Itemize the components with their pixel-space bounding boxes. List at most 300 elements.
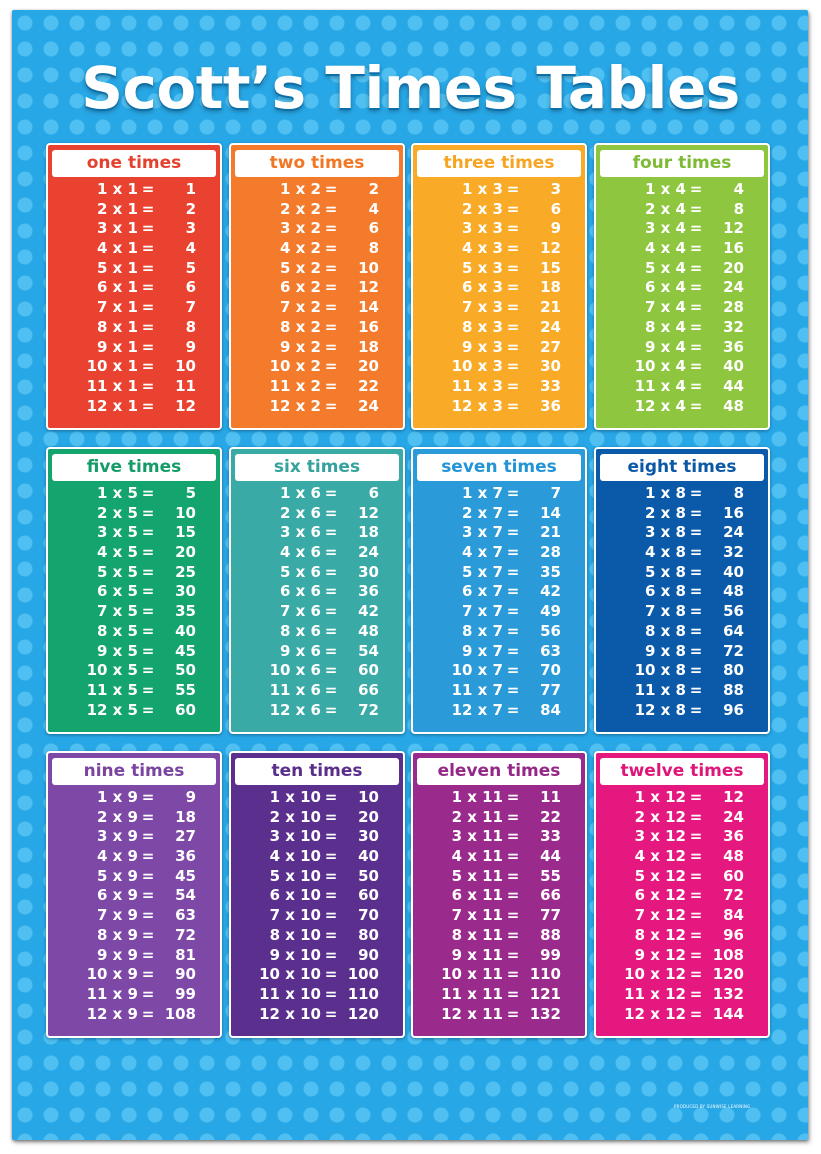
product-value: 88	[540, 925, 561, 944]
multiplication-expression: 5 x 1	[97, 258, 138, 277]
product-value: 2	[368, 180, 379, 198]
table-row	[413, 338, 585, 358]
multiplication-expression: 4 x 1	[97, 239, 138, 258]
table-row	[231, 259, 403, 279]
multiplication-expression: 1 x 10	[269, 788, 321, 806]
multiplication-expression: 6 x 8	[645, 582, 686, 601]
times-table-card	[411, 143, 587, 430]
multiplication-expression: 2 x 1	[97, 199, 138, 218]
table-row	[48, 701, 220, 721]
table-row	[231, 926, 403, 946]
multiplication-expression: 10 x 8	[634, 661, 686, 680]
table-heading: six times	[235, 454, 399, 481]
multiplication-expression: 7 x 4	[645, 298, 686, 317]
equals-sign: =	[324, 621, 338, 640]
table-row	[413, 926, 585, 946]
multiplication-expression: 4 x 9	[97, 847, 138, 866]
table-row	[413, 318, 585, 338]
equals-sign: =	[141, 984, 155, 1003]
product-value: 24	[723, 278, 744, 297]
equals-sign: =	[506, 199, 520, 218]
equals-sign: =	[141, 847, 155, 866]
multiplication-expression: 8 x 2	[280, 317, 321, 336]
product-value: 72	[723, 641, 744, 660]
multiplication-expression: 1 x 4	[645, 180, 686, 198]
multiplication-expression: 8 x 1	[97, 317, 138, 336]
product-value: 55	[175, 680, 196, 699]
table-row	[413, 377, 585, 397]
product-value: 100	[347, 965, 379, 984]
product-value: 18	[358, 337, 379, 356]
multiplication-expression: 2 x 12	[634, 807, 686, 826]
equals-sign: =	[324, 180, 338, 198]
table-row	[413, 906, 585, 926]
table-heading: two times	[235, 150, 399, 177]
multiplication-expression: 7 x 5	[97, 602, 138, 621]
product-value: 15	[175, 523, 196, 542]
table-row	[596, 642, 768, 662]
product-value: 35	[540, 562, 561, 581]
equals-sign: =	[689, 602, 703, 621]
product-value: 36	[723, 827, 744, 846]
multiplication-expression: 12 x 5	[86, 700, 138, 719]
table-row	[231, 582, 403, 602]
equals-sign: =	[141, 680, 155, 699]
multiplication-expression: 3 x 9	[97, 827, 138, 846]
product-value: 6	[185, 278, 196, 297]
table-row	[231, 357, 403, 377]
product-value: 77	[540, 680, 561, 699]
table-heading: five times	[52, 454, 216, 481]
product-value: 14	[540, 503, 561, 522]
table-row	[48, 504, 220, 524]
table-row	[413, 681, 585, 701]
table-row	[596, 622, 768, 642]
times-table-card	[46, 447, 222, 734]
equals-sign: =	[324, 396, 338, 415]
table-row	[48, 808, 220, 828]
multiplication-expression: 4 x 12	[634, 847, 686, 866]
table-row	[413, 622, 585, 642]
equals-sign: =	[689, 906, 703, 925]
multiplication-expression: 2 x 11	[451, 807, 503, 826]
multiplication-expression: 3 x 8	[645, 523, 686, 542]
table-row	[596, 827, 768, 847]
product-value: 66	[358, 680, 379, 699]
table-row	[48, 642, 220, 662]
equals-sign: =	[506, 847, 520, 866]
product-value: 48	[723, 847, 744, 866]
equals-sign: =	[689, 484, 703, 502]
table-row	[231, 504, 403, 524]
equals-sign: =	[506, 258, 520, 277]
equals-sign: =	[689, 1004, 703, 1023]
publisher-credit: PRODUCED BY SUNWISE LEARNING	[674, 1104, 751, 1109]
equals-sign: =	[689, 621, 703, 640]
multiplication-expression: 12 x 1	[86, 396, 138, 415]
multiplication-expression: 10 x 11	[441, 965, 503, 984]
equals-sign: =	[324, 219, 338, 238]
table-row	[48, 338, 220, 358]
table-row	[231, 827, 403, 847]
product-value: 120	[347, 1004, 379, 1023]
product-value: 33	[540, 376, 561, 395]
table-row	[48, 867, 220, 887]
equals-sign: =	[324, 337, 338, 356]
table-row	[596, 906, 768, 926]
product-value: 8	[185, 317, 196, 336]
equals-sign: =	[141, 484, 155, 502]
multiplication-expression: 1 x 5	[97, 484, 138, 502]
equals-sign: =	[689, 199, 703, 218]
multiplication-expression: 3 x 7	[462, 523, 503, 542]
equals-sign: =	[324, 582, 338, 601]
table-row	[48, 906, 220, 926]
equals-sign: =	[689, 680, 703, 699]
multiplication-expression: 8 x 9	[97, 925, 138, 944]
table-row	[48, 278, 220, 298]
product-value: 20	[175, 543, 196, 562]
multiplication-expression: 10 x 3	[451, 357, 503, 376]
equals-sign: =	[324, 866, 338, 885]
equals-sign: =	[324, 298, 338, 317]
table-heading: nine times	[52, 758, 216, 785]
table-row	[413, 543, 585, 563]
table-row	[596, 926, 768, 946]
table-row	[413, 563, 585, 583]
equals-sign: =	[689, 258, 703, 277]
equals-sign: =	[141, 357, 155, 376]
equals-sign: =	[324, 602, 338, 621]
product-value: 22	[358, 376, 379, 395]
product-value: 25	[175, 562, 196, 581]
table-row	[596, 397, 768, 417]
product-value: 30	[540, 357, 561, 376]
times-table-card	[229, 447, 405, 734]
multiplication-expression: 8 x 11	[451, 925, 503, 944]
equals-sign: =	[689, 827, 703, 846]
table-row	[596, 886, 768, 906]
multiplication-expression: 8 x 8	[645, 621, 686, 640]
equals-sign: =	[141, 700, 155, 719]
multiplication-expression: 1 x 9	[97, 788, 138, 806]
multiplication-expression: 2 x 8	[645, 503, 686, 522]
table-row	[596, 504, 768, 524]
table-row	[48, 582, 220, 602]
product-value: 16	[358, 317, 379, 336]
product-value: 18	[175, 807, 196, 826]
equals-sign: =	[324, 199, 338, 218]
multiplication-expression: 5 x 12	[634, 866, 686, 885]
table-row	[48, 602, 220, 622]
equals-sign: =	[506, 278, 520, 297]
product-value: 144	[712, 1004, 744, 1023]
multiplication-expression: 9 x 5	[97, 641, 138, 660]
table-row	[48, 661, 220, 681]
table-rows	[231, 180, 403, 416]
product-value: 9	[550, 219, 561, 238]
table-row	[413, 985, 585, 1005]
multiplication-expression: 4 x 2	[280, 239, 321, 258]
product-value: 32	[723, 317, 744, 336]
multiplication-expression: 9 x 1	[97, 337, 138, 356]
table-row	[596, 180, 768, 200]
equals-sign: =	[141, 298, 155, 317]
product-value: 12	[723, 788, 744, 806]
table-row	[596, 701, 768, 721]
table-row	[231, 298, 403, 318]
table-row	[48, 239, 220, 259]
product-value: 18	[540, 278, 561, 297]
product-value: 22	[540, 807, 561, 826]
poster-title: Scott’s Times Tables	[81, 54, 740, 122]
product-value: 28	[540, 543, 561, 562]
multiplication-expression: 5 x 3	[462, 258, 503, 277]
table-row	[413, 808, 585, 828]
table-row	[231, 318, 403, 338]
product-value: 30	[358, 827, 379, 846]
equals-sign: =	[141, 827, 155, 846]
table-row	[231, 523, 403, 543]
multiplication-expression: 11 x 3	[451, 376, 503, 395]
equals-sign: =	[324, 278, 338, 297]
multiplication-expression: 10 x 5	[86, 661, 138, 680]
equals-sign: =	[689, 317, 703, 336]
table-row	[596, 219, 768, 239]
equals-sign: =	[689, 886, 703, 905]
table-rows	[231, 484, 403, 720]
table-row	[596, 563, 768, 583]
product-value: 110	[347, 984, 379, 1003]
table-row	[48, 886, 220, 906]
equals-sign: =	[689, 337, 703, 356]
product-value: 16	[723, 503, 744, 522]
multiplication-expression: 9 x 12	[634, 945, 686, 964]
product-value: 36	[175, 847, 196, 866]
equals-sign: =	[141, 523, 155, 542]
product-value: 11	[175, 376, 196, 395]
multiplication-expression: 5 x 2	[280, 258, 321, 277]
table-row	[48, 523, 220, 543]
multiplication-expression: 2 x 5	[97, 503, 138, 522]
multiplication-expression: 10 x 7	[451, 661, 503, 680]
product-value: 36	[723, 337, 744, 356]
equals-sign: =	[689, 807, 703, 826]
table-row	[48, 259, 220, 279]
product-value: 21	[540, 523, 561, 542]
table-row	[231, 563, 403, 583]
table-heading: ten times	[235, 758, 399, 785]
multiplication-expression: 12 x 4	[634, 396, 686, 415]
product-value: 6	[550, 199, 561, 218]
multiplication-expression: 3 x 10	[269, 827, 321, 846]
times-table-card	[46, 143, 222, 430]
multiplication-expression: 9 x 8	[645, 641, 686, 660]
equals-sign: =	[141, 199, 155, 218]
table-row	[413, 886, 585, 906]
table-row	[596, 357, 768, 377]
multiplication-expression: 4 x 4	[645, 239, 686, 258]
product-value: 30	[175, 582, 196, 601]
product-value: 132	[712, 984, 744, 1003]
multiplication-expression: 9 x 11	[451, 945, 503, 964]
multiplication-expression: 7 x 11	[451, 906, 503, 925]
multiplication-expression: 6 x 12	[634, 886, 686, 905]
product-value: 30	[358, 562, 379, 581]
multiplication-expression: 12 x 6	[269, 700, 321, 719]
table-row	[48, 200, 220, 220]
multiplication-expression: 11 x 10	[259, 984, 321, 1003]
equals-sign: =	[324, 788, 338, 806]
product-value: 10	[175, 503, 196, 522]
table-row	[413, 278, 585, 298]
table-heading: eight times	[600, 454, 764, 481]
product-value: 80	[723, 661, 744, 680]
product-value: 40	[358, 847, 379, 866]
equals-sign: =	[324, 807, 338, 826]
product-value: 27	[540, 337, 561, 356]
equals-sign: =	[506, 788, 520, 806]
table-row	[413, 701, 585, 721]
table-row	[48, 484, 220, 504]
product-value: 70	[358, 906, 379, 925]
times-table-card	[411, 447, 587, 734]
product-value: 12	[723, 219, 744, 238]
table-row	[413, 357, 585, 377]
table-heading: twelve times	[600, 758, 764, 785]
equals-sign: =	[689, 543, 703, 562]
product-value: 60	[175, 700, 196, 719]
equals-sign: =	[506, 484, 520, 502]
product-value: 70	[540, 661, 561, 680]
product-value: 12	[358, 503, 379, 522]
product-value: 121	[529, 984, 561, 1003]
equals-sign: =	[324, 945, 338, 964]
equals-sign: =	[506, 886, 520, 905]
multiplication-expression: 8 x 12	[634, 925, 686, 944]
multiplication-expression: 6 x 3	[462, 278, 503, 297]
product-value: 28	[723, 298, 744, 317]
multiplication-expression: 7 x 12	[634, 906, 686, 925]
equals-sign: =	[324, 543, 338, 562]
table-heading: one times	[52, 150, 216, 177]
multiplication-expression: 7 x 10	[269, 906, 321, 925]
table-heading: eleven times	[417, 758, 581, 785]
product-value: 96	[723, 700, 744, 719]
product-value: 108	[164, 1004, 196, 1023]
product-value: 48	[358, 621, 379, 640]
table-row	[413, 847, 585, 867]
product-value: 3	[185, 219, 196, 238]
table-row	[48, 926, 220, 946]
times-table-card	[594, 447, 770, 734]
equals-sign: =	[141, 278, 155, 297]
product-value: 4	[368, 199, 379, 218]
table-row	[231, 200, 403, 220]
table-row	[231, 701, 403, 721]
equals-sign: =	[141, 621, 155, 640]
table-row	[48, 180, 220, 200]
equals-sign: =	[141, 219, 155, 238]
equals-sign: =	[689, 925, 703, 944]
table-row	[596, 661, 768, 681]
multiplication-expression: 3 x 5	[97, 523, 138, 542]
table-row	[231, 985, 403, 1005]
equals-sign: =	[506, 680, 520, 699]
product-value: 72	[175, 925, 196, 944]
equals-sign: =	[141, 945, 155, 964]
multiplication-expression: 9 x 10	[269, 945, 321, 964]
equals-sign: =	[689, 298, 703, 317]
table-row	[596, 338, 768, 358]
table-rows	[596, 788, 768, 1024]
table-row	[596, 867, 768, 887]
equals-sign: =	[141, 788, 155, 806]
multiplication-expression: 3 x 4	[645, 219, 686, 238]
product-value: 10	[175, 357, 196, 376]
times-table-card	[229, 143, 405, 430]
table-row	[596, 602, 768, 622]
multiplication-expression: 6 x 10	[269, 886, 321, 905]
multiplication-expression: 12 x 11	[441, 1004, 503, 1023]
multiplication-expression: 4 x 6	[280, 543, 321, 562]
product-value: 35	[175, 602, 196, 621]
multiplication-expression: 6 x 11	[451, 886, 503, 905]
multiplication-expression: 6 x 1	[97, 278, 138, 297]
multiplication-expression: 11 x 4	[634, 376, 686, 395]
multiplication-expression: 9 x 4	[645, 337, 686, 356]
multiplication-expression: 1 x 12	[634, 788, 686, 806]
table-row	[48, 788, 220, 808]
product-value: 120	[712, 965, 744, 984]
multiplication-expression: 2 x 2	[280, 199, 321, 218]
equals-sign: =	[506, 523, 520, 542]
multiplication-expression: 12 x 10	[259, 1004, 321, 1023]
table-row	[48, 622, 220, 642]
product-value: 9	[185, 788, 196, 806]
table-row	[596, 259, 768, 279]
product-value: 21	[540, 298, 561, 317]
table-row	[413, 523, 585, 543]
equals-sign: =	[506, 503, 520, 522]
table-row	[231, 543, 403, 563]
table-row	[596, 200, 768, 220]
equals-sign: =	[324, 827, 338, 846]
multiplication-expression: 8 x 10	[269, 925, 321, 944]
table-row	[48, 219, 220, 239]
multiplication-expression: 2 x 4	[645, 199, 686, 218]
table-row	[596, 681, 768, 701]
multiplication-expression: 2 x 10	[269, 807, 321, 826]
product-value: 20	[358, 807, 379, 826]
equals-sign: =	[324, 925, 338, 944]
product-value: 24	[358, 543, 379, 562]
product-value: 10	[358, 788, 379, 806]
table-heading: seven times	[417, 454, 581, 481]
product-value: 24	[723, 807, 744, 826]
table-row	[231, 338, 403, 358]
equals-sign: =	[689, 945, 703, 964]
product-value: 90	[175, 965, 196, 984]
product-value: 108	[712, 945, 744, 964]
equals-sign: =	[324, 503, 338, 522]
equals-sign: =	[141, 503, 155, 522]
equals-sign: =	[141, 886, 155, 905]
table-row	[231, 642, 403, 662]
product-value: 77	[540, 906, 561, 925]
product-value: 72	[723, 886, 744, 905]
product-value: 24	[358, 396, 379, 415]
